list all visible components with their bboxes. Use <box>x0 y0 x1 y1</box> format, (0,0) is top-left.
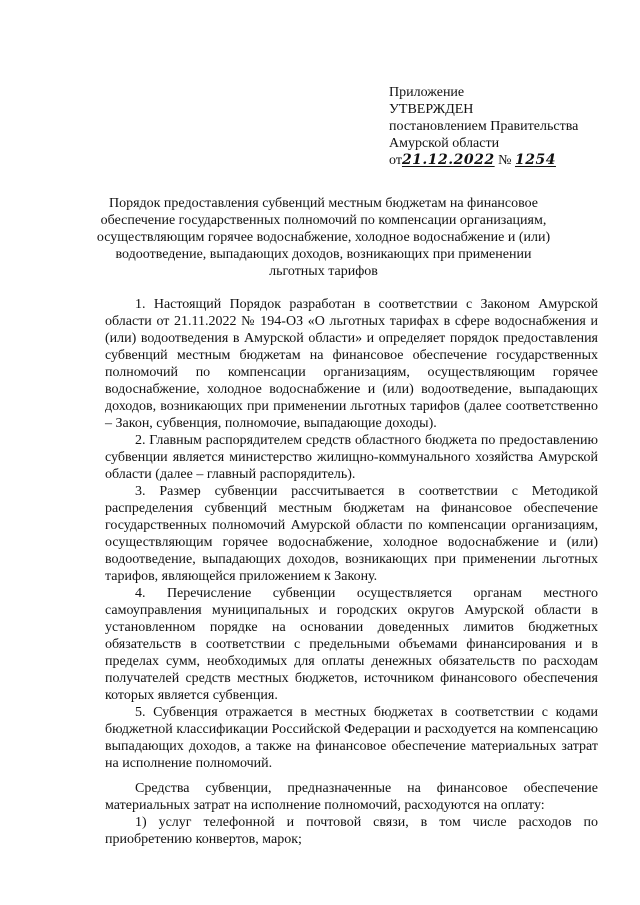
approval-appendix: Приложение <box>389 85 465 100</box>
approval-region: Амурской области <box>389 136 500 151</box>
approval-date-line <box>389 152 619 169</box>
paragraph-1: 1. Настоящий Порядок разработан в соответствии с Законом Амурской области от 21.11.2022 № 194-ОЗ «О льготных тарифах в сфере водоснабжения и (или) водоотведения в Амурской области» и определяет порядок предоставления субвенций местным бюджетам на финансовое обеспечение государственных полномочий по компенсации организациям, осуществляющим горячее водоснабжение, холодное водоснабжение и (или) водоотведение, выпадающих доходов, возникающих при применении льготных тарифов (далее соответственно – Закон, субвенция, полномочие, выпадающие доходы). <box>105 297 598 431</box>
paragraph-6: Средства субвенции, предназначенные на финансовое обеспечение материальных затрат на исполнение полномочий, расходуются на оплату: <box>105 781 598 813</box>
handwritten-date: 21.12.2022 <box>401 152 495 168</box>
date-prefix: от <box>389 153 402 168</box>
approval-approved: УТВЕРЖДЕН <box>389 102 474 117</box>
approval-block <box>389 84 619 169</box>
paragraph-4: 4. Перечисление субвенции осуществляется органам местного самоуправления муниципальных и городских округов Амурской области в установленном порядке на основании доведенных лимитов бюджетных обязательств в соответствии с предельными объемами финансирования и в пределах сумм, необходимых для оплаты денежных обязательств по расходам получателей средств местных бюджетов, источником финансового обеспечения которых является субвенция. <box>105 586 598 703</box>
handwritten-number: 1254 <box>514 152 556 168</box>
paragraph-3: 3. Размер субвенции рассчитывается в соответствии с Методикой распределения субвенций местным бюджетам на финансовое обеспечение государственных полномочий Амурской области по компенсации организациям, осуществляющим горячее водоснабжение, холодное водоснабжение и (или) водоотведение, выпадающих доходов, возникающих при применении льготных тарифов, являющейся приложением к Закону. <box>105 484 598 584</box>
paragraph-7: 1) услуг телефонной и почтовой связи, в том числе расходов по приобретению конвертов, марок; <box>105 815 598 847</box>
approval-resolution: постановлением Правительства <box>389 119 579 134</box>
document-body <box>105 296 598 848</box>
document-title: Порядок предоставления субвенций местным бюджетам на финансовое обеспечение государственных полномочий по компенсации организациям, осуществляющим горячее водоснабжение, холодное водоснабжение и (или) водоотведение, выпадающих доходов, возникающих при применении льготных тарифов <box>96 196 551 279</box>
paragraph-2: 2. Главным распорядителем средств областного бюджета по предоставлению субвенции является министерство жилищно-коммунального хозяйства Амурской области (далее – главный распорядитель). <box>105 433 598 482</box>
paragraph-5: 5. Субвенция отражается в местных бюджетах в соответствии с кодами бюджетной классификации Российской Федерации и расходуется на компенсацию выпадающих доходов, а также на финансовое обеспечение материальных затрат на исполнение полномочий. <box>105 705 598 771</box>
number-label: № <box>498 153 512 168</box>
